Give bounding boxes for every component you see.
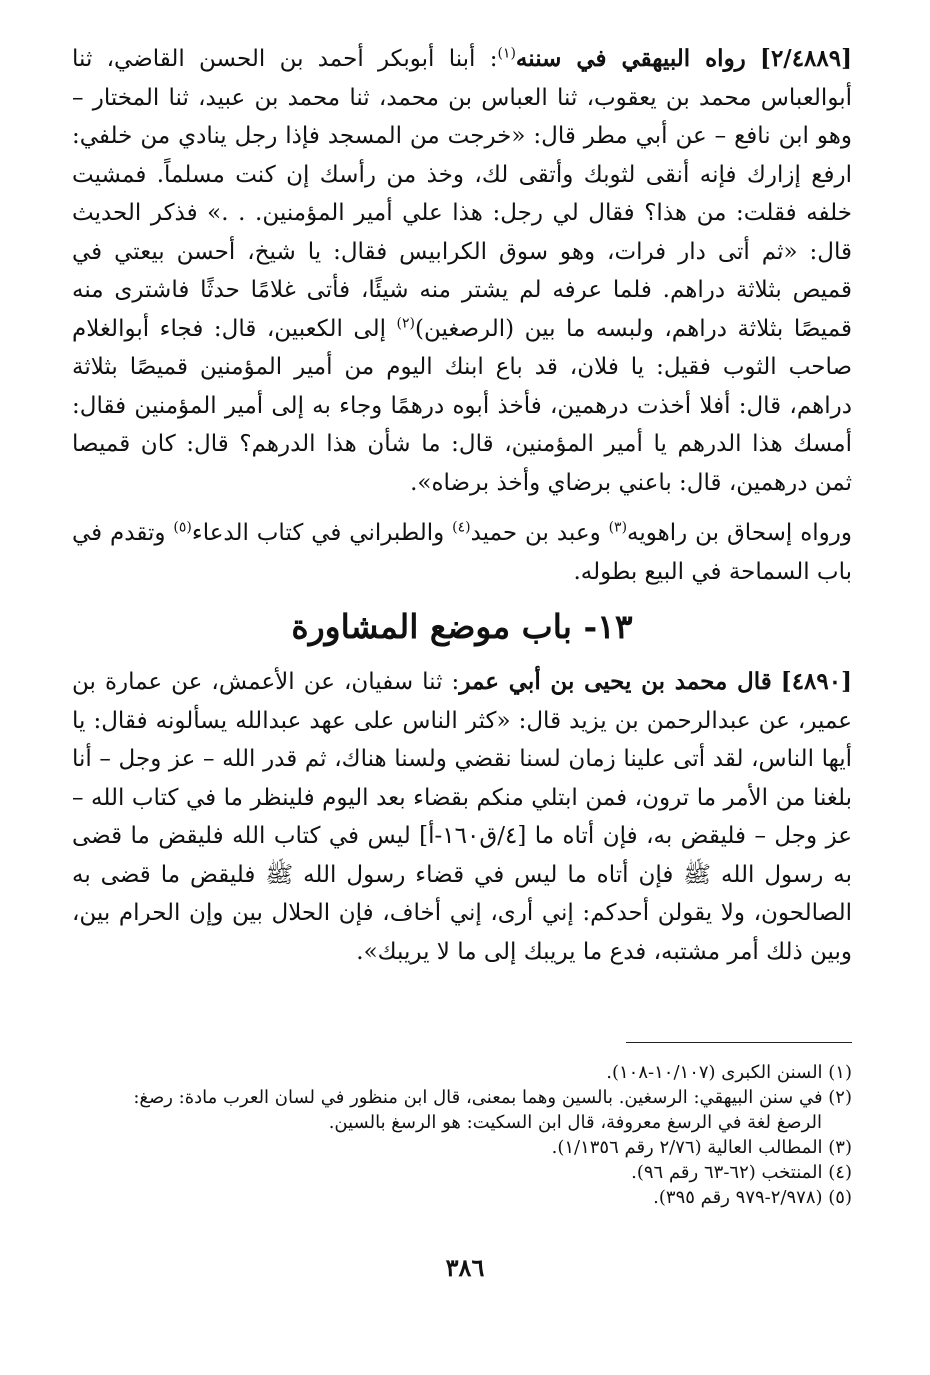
document-page xyxy=(72,40,852,1340)
hadith-text-continued: إلى الكعبين، قال: فجاء أبوالغلام صاحب الثوب فقيل: يا فلان، قد باع ابنك اليوم من أمير المؤمنين قميصًا بثلاثة دراهم، قال: أفلا أخذت درهمين، فأخذ أبوه درهمًا وجاء به إلى أمير المؤمنين فقال: أمسك هذا الدرهم يا أمير المؤمنين، قال: ما شأن هذا الدرهم؟ قال: كان قميصا ثمن درهمين، قال: باعني برضاي وأخذ برضاه». xyxy=(72,315,852,496)
footnote-ref-5: (٥) xyxy=(173,519,192,536)
footnote-2-continued: الرصغ لغة في الرسغ معروفة، قال ابن السكيت: هو الرسغ بالسين. xyxy=(328,1112,822,1133)
narration-text-2: وعبد بن حميد xyxy=(470,520,609,546)
footnote-4: (٤) المنتخب (٦٢-٦٣ رقم ٩٦). xyxy=(631,1162,852,1183)
narration-text-4: وتقدم في باب السماحة في البيع بطوله. xyxy=(72,520,852,585)
footnote-5: (٥) (٢/٩٧٨-٩٧٩ رقم ٣٩٥). xyxy=(653,1187,852,1208)
narration-text-3: والطبراني في كتاب الدعاء xyxy=(191,520,453,546)
hadith-text: : أبنا أبوبكر أحمد بن الحسن القاضي، ثنا أبوالعباس محمد بن يعقوب، ثنا العباس بن محمد، ثنا محمد بن عبيد، ثنا المختار – وهو ابن نافع – عن أبي مطر قال: «خرجت من المسجد فإذا رجل ينادي من خلفي: ارفع إزارك فإنه أنقى لثوبك وأتقى لك، وخذ من رأسك إن كنت مسلماً. فمشيت خلفه فقلت: من هذا؟ فقال لي رجل: هذا علي أمير المؤمنين. . .» فذكر الحديث قال: «ثم أتى دار فرات، وهو سوق الكرابيس فقال: يا شيخ، أحسن بيعتي في قميص بثلاثة دراهم. فلما عرفه لم يشتر منه شيئًا، فأتى غلامًا حدثًا فاشترى منه قميصًا بثلاثة دراهم، ولبسه ما بين (الرصغين) xyxy=(72,46,853,342)
hadith-number: [٤٨٩٠] xyxy=(780,668,852,695)
hadith-number: [٢/٤٨٨٩] xyxy=(760,45,852,72)
hadith-text: : ثنا سفيان، عن الأعمش، عن عمارة بن عمير، عن عبدالرحمن بن يزيد قال: «كثر الناس على عهد عبدالله يسألونه فقال: يا أيها الناس، لقد أتى علينا زمان لسنا نقضي ولسنا هناك، ثم قدر الله – عز وجل – أنا بلغنا من الأمر ما ترون، فمن ابتلي منكم بقضاء بعد اليوم فلينظر ما في كتاب الله – عز وجل – فليقض به، فإن أتاه ما [٤/ق١٦٠-أ] ليس في كتاب الله فليقض ما قضى به رسول الله ﷺ فإن أتاه ما ليس في قضاء رسول الله ﷺ فليقض ما قضى به الصالحون، ولا يقولن أحدكم: إني أرى، إني أخاف، فإن الحلال بين وإن الحرام بين، وبين ذلك أمر مشتبه، فدع ما يريبك إلى ما لا يريبك». xyxy=(72,669,852,965)
footnote-ref-3: (٣) xyxy=(608,519,628,536)
footnote-ref-4: (٤) xyxy=(452,519,471,536)
footnote-ref-2: (٢) xyxy=(396,314,415,331)
narration-text-1: ورواه إسحاق بن راهويه xyxy=(627,520,852,546)
also-narrated-paragraph xyxy=(72,514,852,591)
hadith-4889-paragraph xyxy=(72,40,852,502)
hadith-4890-paragraph xyxy=(72,663,852,971)
footnote-separator xyxy=(626,1042,852,1043)
footnotes xyxy=(72,1060,852,1210)
footnote-2: (٢) في سنن البيهقي: الرسغين. بالسين وهما بمعنى، قال ابن منظور في لسان العرب مادة: رصغ: xyxy=(133,1087,852,1108)
page-number: ٣٨٦ xyxy=(445,1253,485,1282)
chapter-heading: ١٣- باب موضع المشاورة xyxy=(291,607,633,646)
hadith-lead: رواه البيهقي في سننه xyxy=(515,45,746,72)
footnote-1: (١) السنن الكبرى (١٠/١٠٧-١٠٨). xyxy=(606,1062,852,1083)
hadith-lead: قال محمد بن يحيى بن أبي عمر xyxy=(459,668,772,695)
footnote-ref-1: (١) xyxy=(497,45,516,62)
footnote-3: (٣) المطالب العالية (٢/٧٦ رقم ١/١٣٥٦). xyxy=(551,1137,852,1158)
